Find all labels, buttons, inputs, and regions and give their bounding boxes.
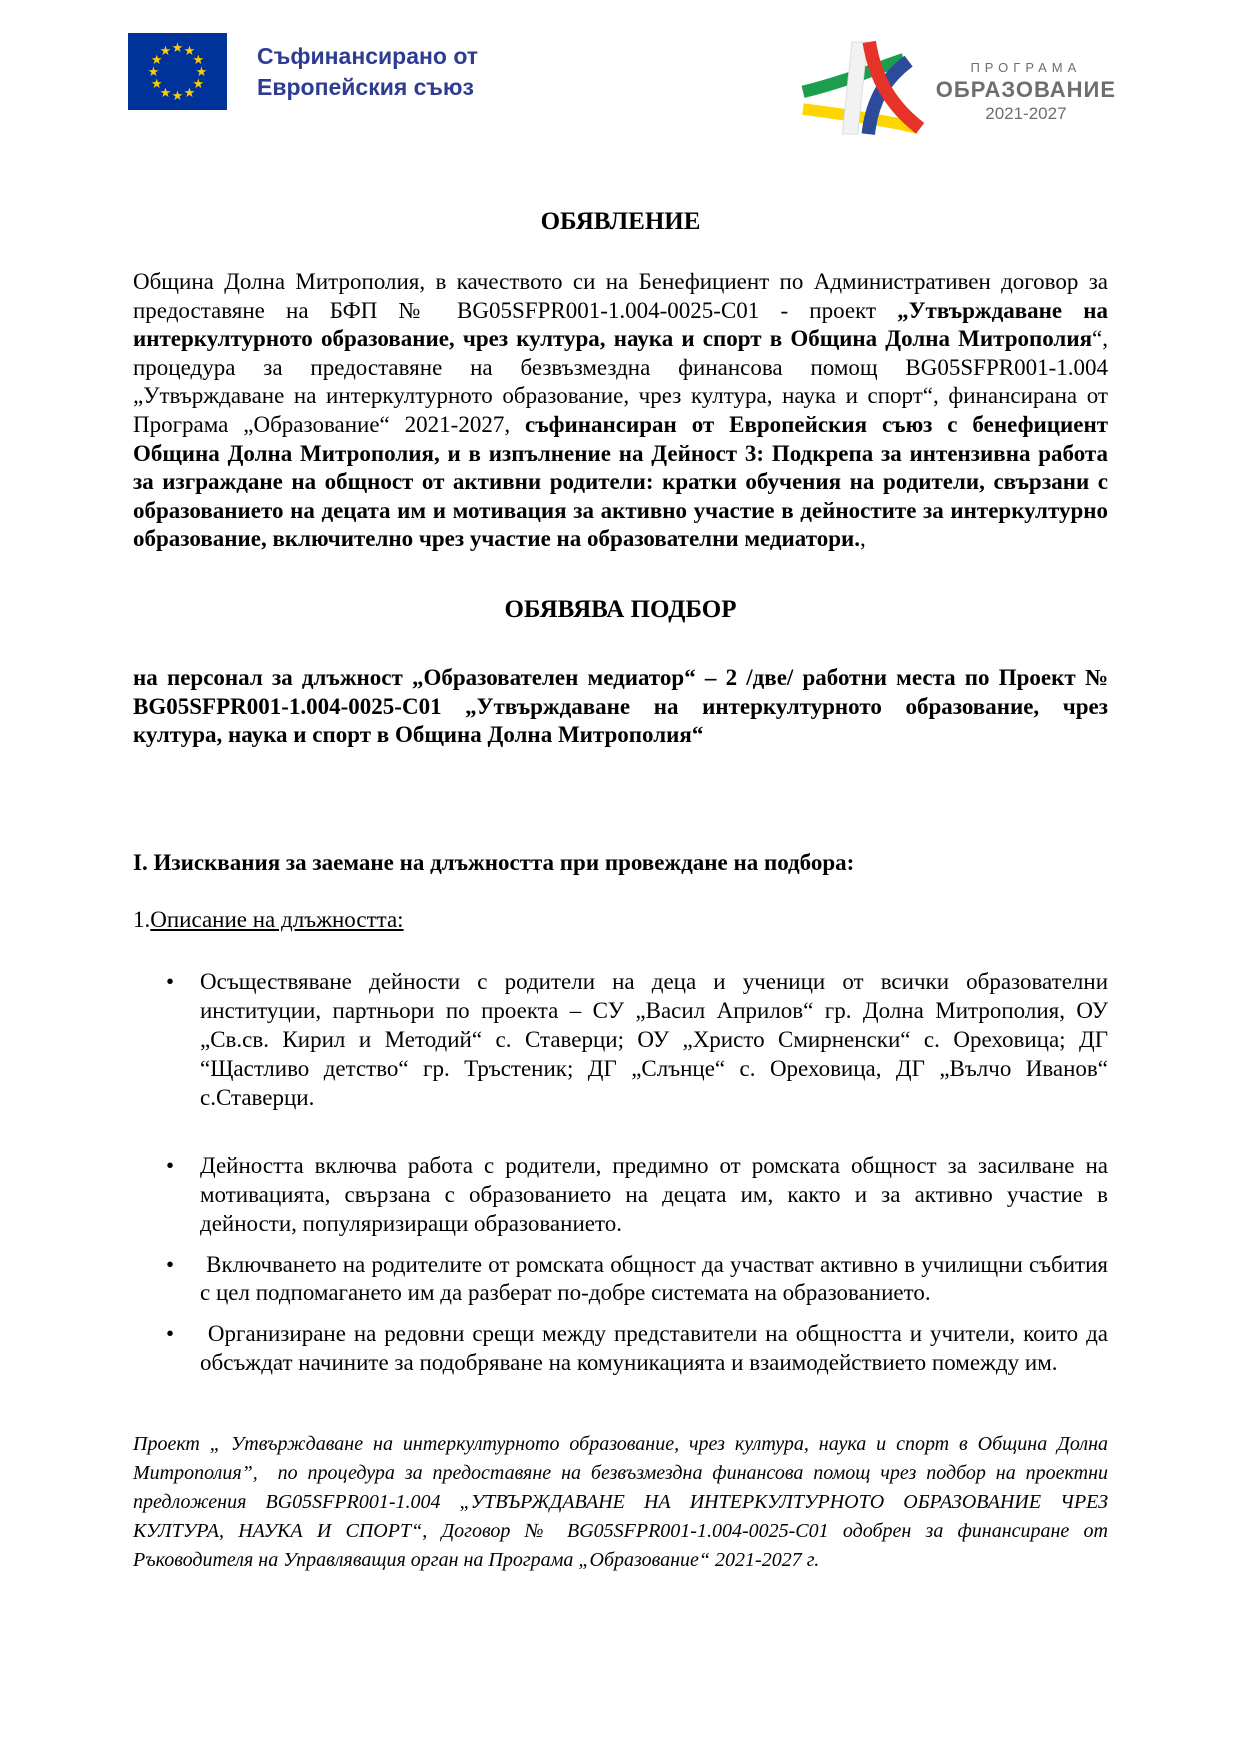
eu-cofunded-line2: Европейския съюз — [257, 73, 474, 100]
programme-ribbons-icon — [801, 40, 926, 136]
svg-text:★: ★ — [171, 89, 184, 104]
duties-list — [133, 968, 1108, 1378]
text-run: 1. — [133, 906, 151, 932]
svg-text:★: ★ — [150, 77, 163, 92]
section1-heading: I. Изисквания за заемане на длъжността при провеждане на подбора: — [133, 849, 855, 875]
svg-text:★: ★ — [195, 65, 208, 80]
svg-text:★: ★ — [159, 85, 172, 101]
list-item: • Осъществяване дейности с родители на деца и ученици от всички образователни институции, партньори по проекта – СУ „Васил Априлов“ гр. Долна Митрополия, ОУ „Св.св. Кирил и Методий“ с. Ставерци; ОУ „Христо Смирненски“ с. Ореховица; ДГ “Щастливо детство“ гр. Тръстеник; ДГ „Слънце“ с. Ореховица, ДГ „Вълчо Иванов“ с.Ставерци. — [200, 968, 1108, 1112]
subsection1-heading — [133, 906, 1108, 935]
svg-text:★: ★ — [159, 44, 172, 60]
svg-text:★: ★ — [171, 41, 184, 56]
text-run: на персонал за длъжност „Образователен медиатор“ – 2 /две/ работни места по Проект № BG05SFPR001-1.004-0025-C01 „Утвърждаване на интеркултурното образование, чрез култура, наука и спорт в Община Долна Митрополия“ — [133, 664, 1108, 748]
text-run: съфинансиран от Европейския съюз с бенефициент Община Долна Митрополия, и в изпълнение на Дейност 3: Подкрепа за интензивна работа за изграждане на общност от активни родители: кратки обучения на родители, свързани с образованието на децата им и мотивация за активно участие в дейностите за интеркултурно образование, включително чрез участие на образователни медиатори. — [133, 411, 1108, 552]
svg-text:★: ★ — [183, 44, 196, 60]
list-item: • Организиране на редовни срещи между представители на общността и учители, които да обсъждат начините за подобряване на комуникацията и взаимодействието помежду им. — [200, 1320, 1108, 1378]
document-content — [0, 208, 1241, 1575]
selection-heading: ОБЯВЯВА ПОДБОР — [504, 595, 737, 623]
svg-text:★: ★ — [192, 53, 205, 68]
programme-years: 2021-2027 — [985, 104, 1067, 123]
svg-text:★: ★ — [192, 77, 205, 92]
eu-flag-icon — [128, 33, 227, 110]
svg-text:★: ★ — [147, 65, 160, 80]
svg-text:★: ★ — [183, 85, 196, 101]
eu-cofunded-text — [257, 41, 478, 102]
text-run: , — [860, 526, 866, 552]
header-logo-row — [0, 0, 1241, 136]
selection-paragraph — [133, 664, 1108, 750]
list-item: • Включването на родителите от ромската общност да участват активно в училищни събития с цел подпомагането им да разберат по-добре системата на образованието. — [200, 1251, 1108, 1309]
eu-cofunded-logo — [128, 33, 478, 110]
list-item: • Дейността включва работа с родители, предимно от ромската общност за засилване на мотивацията, свързана с образованието на децата им, както и за активно участие в дейности, популяризиращи образованието. — [200, 1152, 1108, 1238]
svg-text:★: ★ — [150, 53, 163, 68]
project-footer-note: Проект „ Утвърждаване на интеркултурното образование, чрез култура, наука и спорт в Община Долна Митрополия”, по процедура за предоставяне на безвъзмездна финансова помощ чрез подбор на проектни предложения BG05SFPR001-1.004 „УТВЪРЖДАВАНЕ НА ИНТЕРКУЛТУРНОТО ОБРАЗОВАНИЕ ЧРЕЗ КУЛТУРА, НАУКА И СПОРТ“, Договор № BG05SFPR001-1.004-0025-C01 одобрен за финансиране от Ръководителя на Управляващия орган на Програма „Образование“ 2021-2027 г. — [133, 1432, 1108, 1571]
intro-paragraph — [133, 268, 1108, 554]
programme-text — [936, 60, 1116, 124]
eu-cofunded-line1: Съфинансирано от — [257, 43, 479, 70]
programme-education-logo — [801, 38, 1116, 136]
programme-label: ПРОГРАМА — [970, 60, 1082, 75]
text-run: “, процедура за предоставяне на безвъзмездна финансова помощ BG05SFPR001-1.004 „Утвърждаване на интеркултурното образование, чрез култура, наука и спорт“, финансирана от Програма „Образование“ 2021-2027, — [133, 326, 1108, 437]
text-run: Описание на длъжността: — [150, 906, 404, 932]
programme-name: ОБРАЗОВАНИЕ — [935, 77, 1116, 102]
document-title: ОБЯВЛЕНИЕ — [540, 208, 701, 235]
text-run: „Утвърждаване на интеркултурното образование, чрез култура, наука и спорт в Община Долна Митрополия — [133, 297, 1109, 352]
text-run: Община Долна Митрополия, в качеството си на Бенефициент по Административен договор за предоставяне на БФП № BG05SFPR001-1.004-0025-C01 - проект — [133, 269, 1108, 323]
